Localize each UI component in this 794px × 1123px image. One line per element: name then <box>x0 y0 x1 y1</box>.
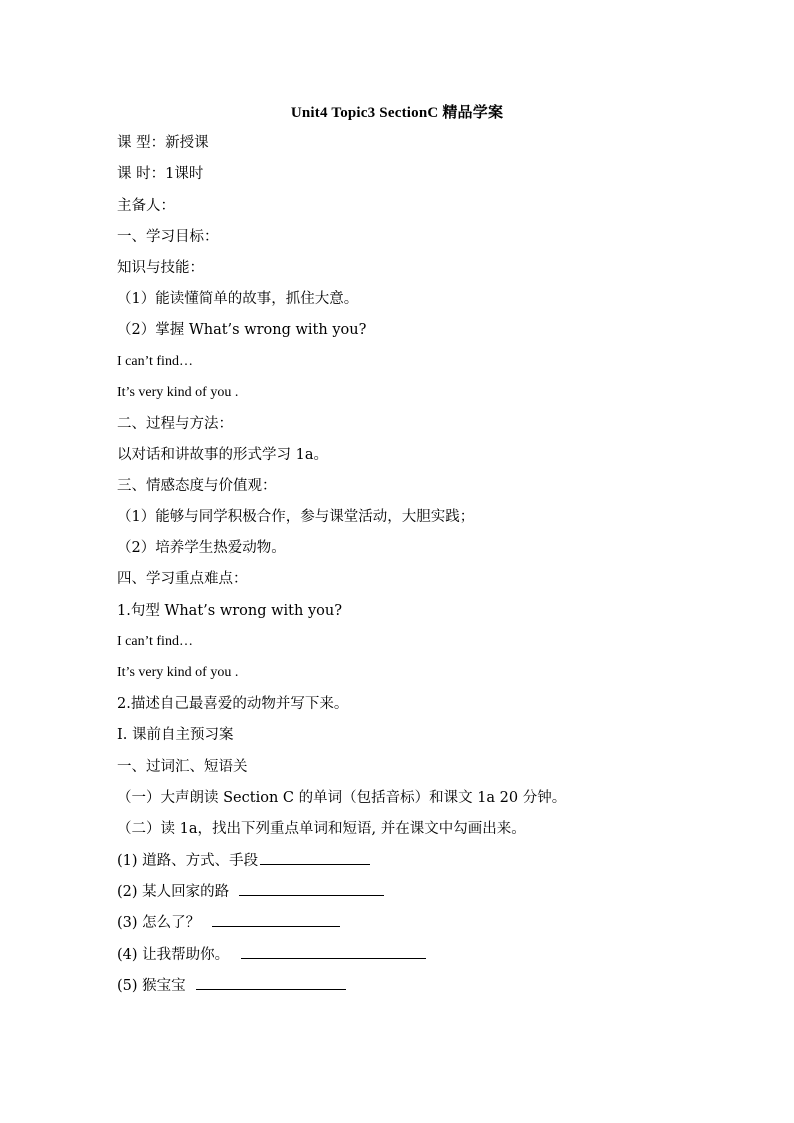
fill-item-label: (4) 让我帮助你。 <box>117 947 230 963</box>
section-heading-key-points: 四、学习重点难点： <box>117 571 248 587</box>
attitude-item-1: （1）能够与同学积极合作，参与课堂活动，大胆实践； <box>117 509 475 525</box>
fill-item-3 <box>117 912 340 933</box>
key-point-1: 1.句型 What’s wrong with you? <box>117 603 342 619</box>
answer-blank[interactable] <box>196 975 346 990</box>
objective-item-2: （2）掌握 What’s wrong with you? <box>117 322 367 338</box>
answer-blank[interactable] <box>239 881 384 896</box>
fill-item-1 <box>117 850 370 871</box>
sentence-pattern-line: It’s very kind of you . <box>117 665 239 680</box>
document-title: Unit4 Topic3 SectionC 精品学案 <box>290 105 504 121</box>
attitude-item-2: （2）培养学生热爱动物。 <box>117 540 286 556</box>
objective-item-1: （1）能读懂简单的故事，抓住大意。 <box>117 291 359 307</box>
section-heading-process: 二、过程与方法： <box>117 416 233 432</box>
fill-item-5 <box>117 975 346 996</box>
sentence-pattern-line: I can’t find… <box>117 634 193 649</box>
sentence-pattern-line: I can’t find… <box>117 354 193 369</box>
part-heading-preview: I. 课前自主预习案 <box>117 727 234 743</box>
fill-item-4 <box>117 944 426 965</box>
course-type-line: 课 型：新授课 <box>117 135 209 151</box>
fill-item-2 <box>117 881 384 902</box>
answer-blank[interactable] <box>260 850 370 865</box>
section-heading-objectives: 一、学习目标： <box>117 229 219 245</box>
fill-item-label: (2) 某人回家的路 <box>117 884 230 900</box>
fill-item-label: (3) 怎么了？ <box>117 915 201 931</box>
answer-blank[interactable] <box>212 912 340 927</box>
instruction-1: （一）大声朗读 Section C 的单词（包括音标）和课文 1a 20 分钟。 <box>117 790 567 806</box>
fill-item-label: (5) 猴宝宝 <box>117 978 186 994</box>
sentence-pattern-line: It’s very kind of you . <box>117 385 239 400</box>
instruction-2: （二）读 1a，找出下列重点单词和短语, 并在课文中勾画出来。 <box>117 821 526 837</box>
process-line: 以对话和讲故事的形式学习 1a。 <box>117 447 328 463</box>
course-hours-line: 课 时：1课时 <box>117 166 204 182</box>
section-heading-attitude: 三、情感态度与价值观： <box>117 478 277 494</box>
key-point-2: 2.描述自己最喜爱的动物并写下来。 <box>117 696 349 712</box>
preparer-line: 主备人： <box>117 198 175 214</box>
answer-blank[interactable] <box>241 944 426 959</box>
vocab-heading: 一、过词汇、短语关 <box>117 759 248 775</box>
fill-item-label: (1) 道路、方式、手段 <box>117 853 259 869</box>
subheading-knowledge-skills: 知识与技能： <box>117 260 204 276</box>
